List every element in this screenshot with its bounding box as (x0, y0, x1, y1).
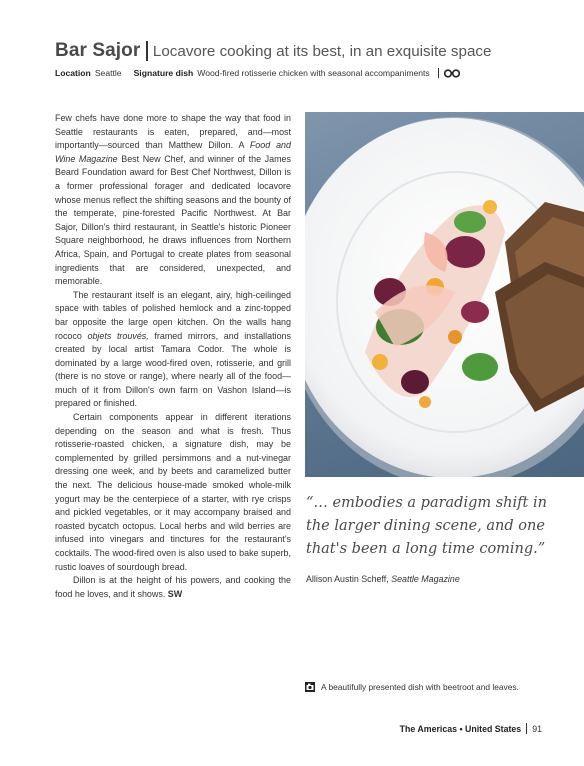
article-body (55, 112, 291, 601)
dish-photo (305, 112, 584, 477)
photo-caption (305, 682, 519, 692)
page-footer (400, 723, 542, 734)
quote-source: Seattle Magazine (391, 574, 460, 584)
magazine-name: Food and Wine Magazine (55, 140, 291, 164)
meta-divider (438, 68, 439, 78)
author-initials: SW (167, 588, 183, 599)
quote-attribution: Allison Austin Scheff, Seattle Magazine (306, 574, 460, 584)
dish-illustration (305, 112, 584, 477)
signature-dish-value: Wood-fired rotisserie chicken with seasonal accompaniments (197, 68, 430, 78)
paragraph-2: The restaurant itself is an elegant, airy, high-ceilinged space with tables of polished hemlock and a zinc-topped bar opposite the large open kitchen. On the walls hang rococo objets trouvés, framed mirrors, and installations created by local artist Tamara Codor. The whole is dominated by a large wood-fired oven, rotisserie, and grill (there is no stove or range), where nearly all of the food—much of it from Dillon's own farm on Vashon Island—is prepared or finished. (55, 289, 291, 409)
footer-section: The Americas • United States (399, 723, 522, 734)
title-divider (146, 41, 148, 61)
location-label: Location (55, 68, 91, 78)
camera-icon (305, 682, 315, 692)
footer-divider (526, 723, 527, 734)
location-value: Seattle (94, 68, 122, 78)
title-line (55, 40, 535, 62)
paragraph-3: Certain components appear in different iterations depending on the season and what is fresh. Thus rotisserie-roasted chicken, a signature dish, may be complemented by grilled persimmons and a nut-vinegar dressing one week, and by beets and caramelized butter the next. The delicious house-made smoked whole-milk yogurt may be the centerpiece of a starter, with rye crisps and pickled vegetables, or it may accompany braised and roasted bycatch octopus. Local herbs and wild berries are infused into vinegars and tinctures for the restaurant's cocktails. The wood-fired oven is also used to bake superb, rustic loaves of sourdough bread. (55, 412, 291, 572)
restaurant-tagline: Locavore cooking at its best, in an exquisite space (152, 43, 492, 60)
caption-text: A beautifully presented dish with beetroot and leaves. (321, 682, 519, 692)
signature-dish-label: Signature dish (133, 68, 194, 78)
paragraph-1: Few chefs have done more to shape the way that food in Seattle restaurants is eaten, prepared, and—most importantly—sourced than Matthew Dillon. A Food and Wine Magazine Best New Chef, and winner of the James Beard Foundation award for Best Chef Northwest, Dillon is a former professional forager and dedicated locavore whose menus reflect the shifting seasons and the bounty of the temperate, pine-forested Pacific Northwest. At Bar Sajor, Dillon's third restaurant, in Seattle's historic Pioneer Square neighborhood, he draws influences from Northern Africa, Spain, and Portugal to create plates from seasonal ingredients that are considered, unexpected, and memorable. (55, 113, 291, 287)
glasses-icon (444, 69, 460, 78)
pull-quote: “… embodies a paradigm shift in the larger dining scene, and one that's been a long time coming.” (306, 495, 547, 557)
restaurant-title: Bar Sajor (55, 40, 141, 61)
restaurant-meta (55, 68, 535, 78)
page-number: 91 (532, 723, 542, 734)
article-header (55, 40, 535, 78)
objets-trouves: objets trouvés, (87, 330, 149, 341)
paragraph-4: Dillon is at the height of his powers, and cooking the food he loves, and it shows. SW (55, 575, 291, 599)
